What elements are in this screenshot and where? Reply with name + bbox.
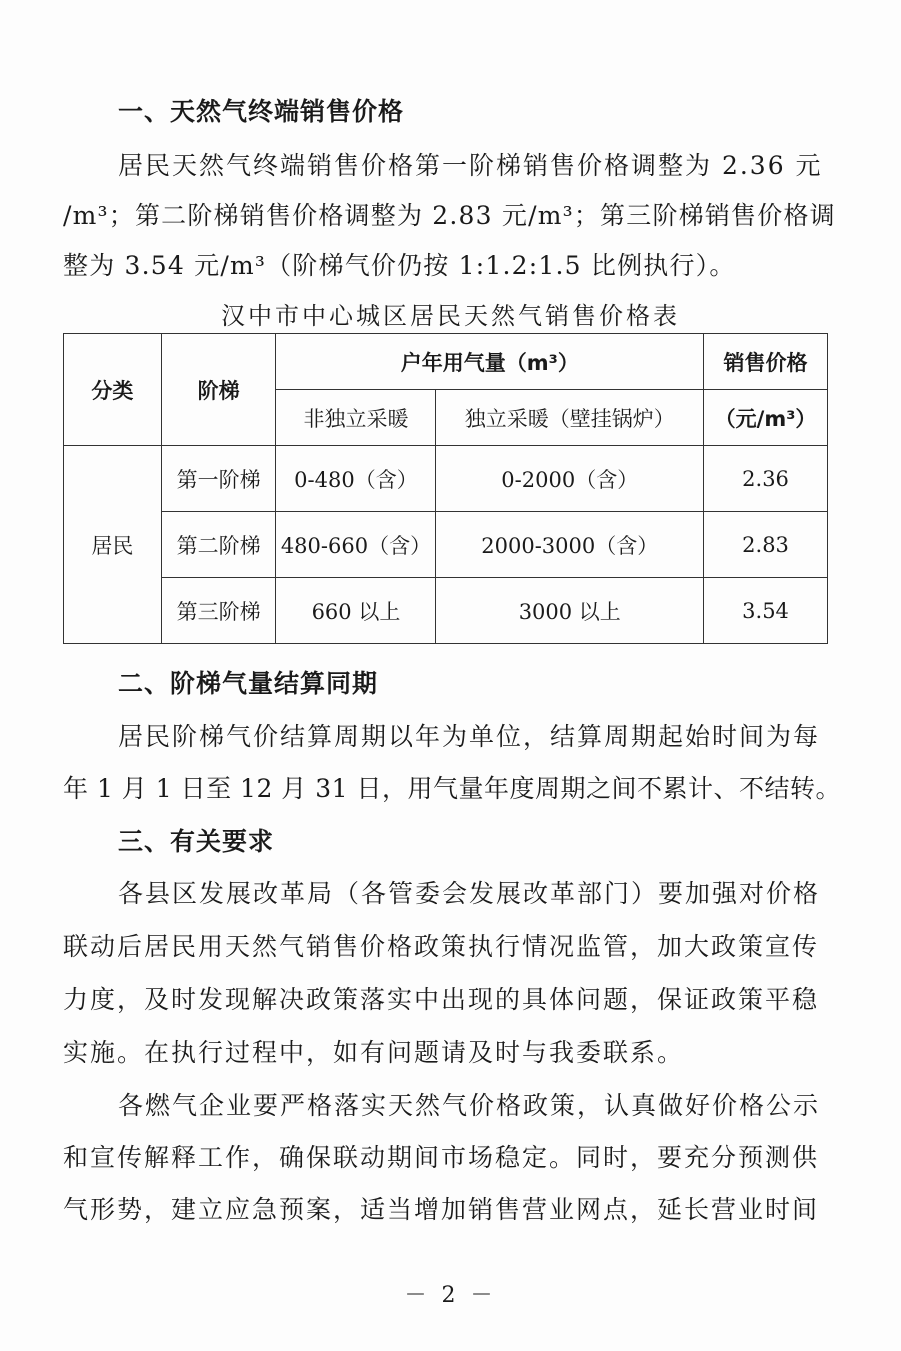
page-number: － 2 － [404, 1283, 497, 1308]
section-1-line-3: 整为 3.54 元/m³（阶梯气价仍按 1:1.2:1.5 比例执行）。 [63, 251, 736, 280]
tier-cell: 第二阶梯 [161, 512, 276, 578]
price-cell: 2.36 [704, 446, 828, 512]
non-independent-cell: 480-660（含） [276, 512, 436, 578]
table-row [64, 578, 828, 644]
category-cell: 居民 [64, 446, 162, 644]
price-cell: 2.83 [704, 512, 828, 578]
price-table [63, 333, 828, 644]
header-price-unit: （元/m³） [704, 390, 828, 446]
section-3-p1-line-1: 各县区发展改革局（各管委会发展改革部门）要加强对价格 [118, 879, 821, 908]
header-price: 销售价格 [704, 334, 828, 390]
section-3-p1-line-4: 实施。在执行过程中，如有问题请及时与我委联系。 [63, 1038, 685, 1067]
independent-cell: 0-2000（含） [436, 446, 704, 512]
section-3-p2-line-3: 气形势，建立应急预案，适当增加销售营业网点，延长营业时间 [63, 1195, 820, 1224]
table-caption: 汉中市中心城区居民天然气销售价格表 [221, 302, 680, 330]
tier-cell: 第一阶梯 [161, 446, 276, 512]
tier-cell: 第三阶梯 [161, 578, 276, 644]
section-3-p2-line-1: 各燃气企业要严格落实天然气价格政策，认真做好价格公示 [118, 1091, 821, 1120]
section-1-line-1: 居民天然气终端销售价格第一阶梯销售价格调整为 2.36 元 [118, 151, 823, 180]
section-3-heading: 三、有关要求 [118, 827, 275, 856]
section-3-p1-line-3: 力度，及时发现解决政策落实中出现的具体问题，保证政策平稳 [63, 985, 820, 1014]
header-non-independent: 非独立采暖 [276, 390, 436, 446]
header-tier: 阶梯 [161, 334, 276, 446]
section-2-line-2: 年 1 月 1 日至 12 月 31 日，用气量年度周期之间不累计、不结转。 [63, 774, 842, 803]
table-row [64, 512, 828, 578]
header-independent: 独立采暖（壁挂锅炉） [436, 390, 704, 446]
non-independent-cell: 0-480（含） [276, 446, 436, 512]
section-3-p2-line-2: 和宣传解释工作，确保联动期间市场稳定。同时，要充分预测供 [63, 1143, 820, 1172]
price-cell: 3.54 [704, 578, 828, 644]
section-1-heading: 一、天然气终端销售价格 [118, 97, 405, 126]
header-annual-volume: 户年用气量（m³） [276, 334, 704, 390]
section-2-heading: 二、阶梯气量结算同期 [118, 669, 379, 698]
independent-cell: 3000 以上 [436, 578, 704, 644]
table-row [64, 446, 828, 512]
non-independent-cell: 660 以上 [276, 578, 436, 644]
header-category: 分类 [64, 334, 162, 446]
section-2-line-1: 居民阶梯气价结算周期以年为单位，结算周期起始时间为每 [118, 722, 821, 751]
section-3-p1-line-2: 联动后居民用天然气销售价格政策执行情况监管，加大政策宣传 [63, 932, 820, 961]
section-1-line-2: /m³；第二阶梯销售价格调整为 2.83 元/m³；第三阶梯销售价格调 [63, 201, 836, 230]
independent-cell: 2000-3000（含） [436, 512, 704, 578]
